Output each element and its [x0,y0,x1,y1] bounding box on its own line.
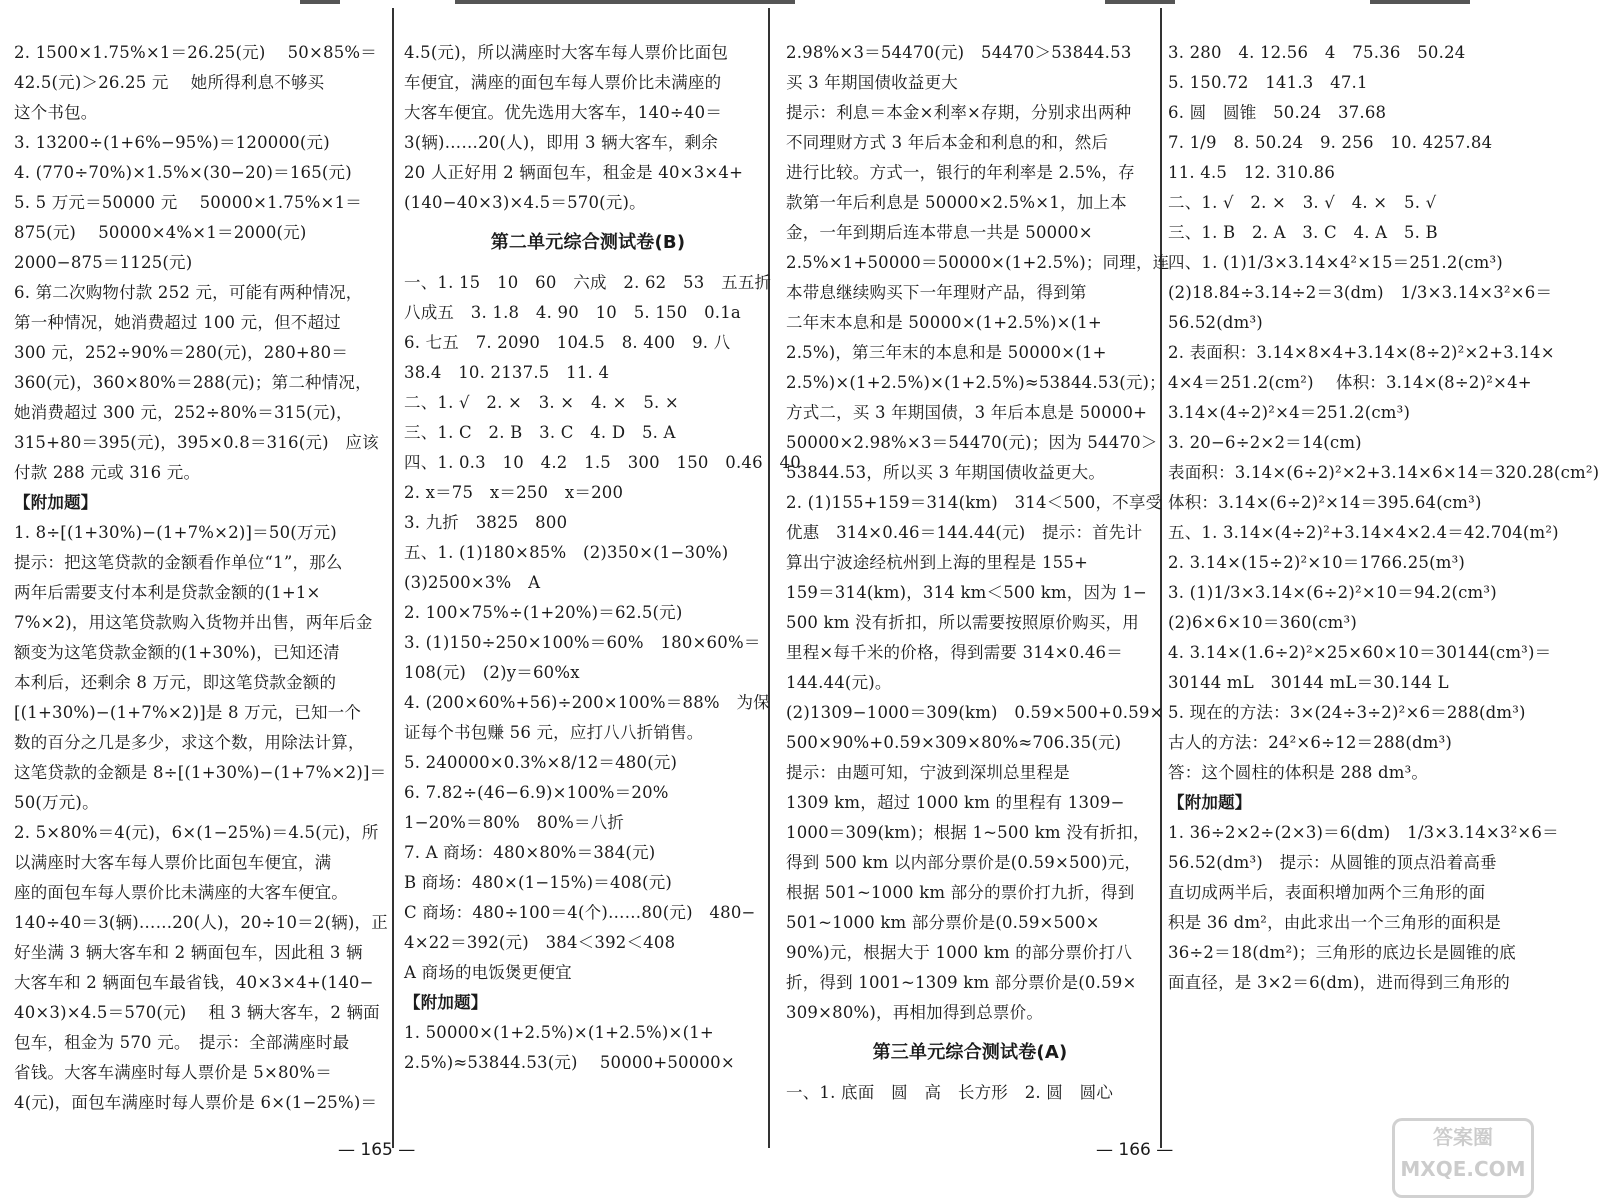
answer-line: 5. 150.72 141.3 47.1 [1168,73,1368,92]
answer-line: 提示：由题可知，宁波到深圳总里程是 [786,763,1070,782]
answer-line: 1309 km，超过 1000 km 的里程有 1309− [786,793,1125,812]
answer-line: 二、1. √ 2. × 3. √ 4. × 5. √ [1168,193,1437,212]
answer-line: 她消费超过 300 元，252÷80%＝315(元)， [14,403,353,422]
answer-line: 1−20%＝80% 80%＝八折 [404,813,625,832]
answer-line: 三、1. C 2. B 3. C 4. D 5. A [404,423,676,442]
answer-line: 3. 九折 3825 800 [404,513,568,532]
answer-line: 折，得到 1001~1309 km 部分票价是(0.59× [786,973,1137,992]
answer-line: 提示：利息＝本金×利率×存期，分别求出两种 [786,103,1132,122]
top-rule-right [1105,0,1175,4]
answer-line: 500×90%+0.59×309×80%≈706.35(元) [786,733,1122,752]
answer-line: 2.5%×1+50000＝50000×(1+2.5%)；同理，连 [786,253,1170,272]
answer-line: 方式二，买 3 年期国债，3 年后本息是 50000+ [786,403,1148,422]
answer-line: 省钱。大客车满座时每人票价是 5×80%＝ [14,1063,332,1082]
answer-line: 3. 20−6÷2×2＝14(cm) [1168,433,1362,452]
answer-line: 座的面包车每人票价比未满座的大客车便宜。 [14,883,348,902]
answer-line: 20 人正好用 2 辆面包车，租金是 40×3×4+ [404,163,744,182]
answer-line: 501~1000 km 部分票价是(0.59×500× [786,913,1100,932]
answer-line: 7. A 商场：480×80%＝384(元) [404,843,656,862]
page-number-right: — 166 — [1096,1140,1174,1160]
answer-line: 360(元)，360×80%＝288(元)；第二种情况， [14,373,372,392]
answer-line: 里程×每千米的价格，得到需要 314×0.46＝ [786,643,1123,662]
answer-line: 7%×2)，用这笔贷款购入货物并出售，两年后金 [14,613,373,632]
section-title-unit2-b: 第二单元综合测试卷(B) [490,232,686,253]
answer-line: 大客车和 2 辆面包车最省钱，40×3×4+(140− [14,973,374,992]
answer-line: 7. 1/9 8. 50.24 9. 256 10. 4257.84 [1168,133,1493,152]
answer-line: 1. 36÷2×2÷(2×3)＝6(dm) 1/3×3.14×3²×6＝ [1168,823,1559,842]
column-divider-1 [392,8,394,1148]
answer-line: 大客车便宜。优先选用大客车，140÷40＝ [404,103,723,122]
answer-line: 3. (1)150÷250×100%＝60% 180×60%＝ [404,633,761,652]
answer-line: 【附加题】 [404,993,488,1012]
answer-line: 140÷40＝3(辆)……20(人)，20÷10＝2(辆)，正 [14,913,388,932]
answer-line: 36÷2＝18(dm²)；三角形的底边长是圆锥的底 [1168,943,1517,962]
answer-line: 309×80%)，再相加得到总票价。 [786,1003,1044,1022]
answer-line: 4. (770÷70%)×1.5%×(30−20)＝165(元) [14,163,352,182]
answer-line: 5. 5 万元＝50000 元 50000×1.75%×1＝ [14,193,362,212]
answer-column-1 [14,38,388,1118]
answer-line: 额变为这笔贷款金额的(1+30%)，已知还清 [14,643,340,662]
watermark-text: 答案圈 [1433,1125,1493,1149]
answer-line: 6. 圆 圆锥 50.24 37.68 [1168,103,1387,122]
answer-line: 11. 4.5 12. 310.86 [1168,163,1336,182]
answer-line: 4×4＝251.2(cm²) 体积：3.14×(8÷2)²×4+ [1168,373,1532,392]
answer-line: 2.5%)×(1+2.5%)×(1+2.5%)≈53844.53(元)； [786,373,1166,392]
answer-line: 6. 第二次购物付款 252 元，可能有两种情况， [14,283,363,302]
answer-line: 500 km 没有折扣，所以需要按照原价购买，用 [786,613,1139,632]
answer-line: 付款 288 元或 316 元。 [14,463,201,482]
answer-line: 53844.53，所以买 3 年期国债收益更大。 [786,463,1106,482]
answer-line: 56.52(dm³) [1168,313,1263,332]
answer-line: 表面积：3.14×(6÷2)²×2+3.14×6×14＝320.28(cm²) [1168,463,1599,482]
answer-line: 二年末本息和是 50000×(1+2.5%)×(1+ [786,313,1102,332]
answer-line: 两年后需要支付本利是贷款金额的(1+1× [14,583,321,602]
page-number-left: — 165 — [338,1140,416,1160]
answer-line: 2. 5×80%＝4(元)，6×(1−25%)＝4.5(元)，所 [14,823,379,842]
answer-line: 以满座时大客车每人票价比面包车便宜，满 [14,853,332,872]
column-2-continued-text [404,38,772,218]
answer-line: 得到 500 km 以内部分票价是(0.59×500)元， [786,853,1142,872]
answer-line: 2. 1500×1.75%×1＝26.25(元) 50×85%＝ [14,43,377,62]
answer-line: 300 元，252÷90%＝280(元)，280+80＝ [14,343,349,362]
answer-line: 2.98%×3＝54470(元) 54470＞53844.53 [786,43,1132,62]
answer-line: 3. (1)1/3×3.14×(6÷2)²×10＝94.2(cm³) [1168,583,1497,602]
answer-line: 2000−875＝1125(元) [14,253,193,272]
answer-line: 3. 13200÷(1+6%−95%)＝120000(元) [14,133,330,152]
section-title-unit3-a: 第三单元综合测试卷(A) [872,1042,1068,1063]
answer-line: 进行比较。方式一，银行的年利率是 2.5%，存 [786,163,1135,182]
answer-line: 根据 501~1000 km 部分的票价打九折，得到 [786,883,1135,902]
answer-line: (2)1309−1000＝309(km) 0.59×500+0.59× [786,703,1164,722]
answer-line: 答：这个圆柱的体积是 288 dm³。 [1168,763,1429,782]
answer-line: 款第一年后利息是 50000×2.5%×1，加上本 [786,193,1127,212]
answer-line: 提示：把这笔贷款的金额看作单位“1”，那么 [14,553,343,572]
answer-line: 3.14×(4÷2)²×4＝251.2(cm³) [1168,403,1411,422]
answer-line: 【附加题】 [1168,793,1252,812]
answer-line: (2)6×6×10＝360(cm³) [1168,613,1357,632]
answer-line: 算出宁波途经杭州到上海的里程是 155+ [786,553,1089,572]
answer-line: 积是 36 dm²，由此求出一个三角形的面积是 [1168,913,1501,932]
answer-line: 1. 8÷[(1+30%)−(1+7%×2)]＝50(万元) [14,523,337,542]
answer-line: 4×22＝392(元) 384＜392＜408 [404,933,676,952]
answer-line: 这个书包。 [14,103,98,122]
answer-line: 面直径，是 3×2＝6(dm)，进而得到三角形的 [1168,973,1510,992]
answer-line: 一、1. 15 10 60 六成 2. 62 53 五五折 [404,273,772,292]
answer-line: 4.5(元)，所以满座时大客车每人票价比面包 [404,43,729,62]
answer-column-4 [1168,38,1599,998]
answer-column-3 [786,38,1170,1108]
answer-line: 5. 现在的方法：3×(24÷3÷2)²×6＝288(dm³) [1168,703,1526,722]
answer-line: 2. 表面积：3.14×8×4+3.14×(8÷2)²×2+3.14× [1168,343,1555,362]
answer-line: 315+80＝395(元)，395×0.8＝316(元) 应该 [14,433,379,452]
column-divider-3 [1160,8,1162,1148]
answer-line: (140−40×3)×4.5＝570(元)。 [404,193,646,212]
answer-line: 1000＝309(km)；根据 1~500 km 没有折扣， [786,823,1150,842]
answer-line: 30144 mL 30144 mL＝30.144 L [1168,673,1449,692]
answer-line: 四、1. (1)1/3×3.14×4²×15＝251.2(cm³) [1168,253,1503,272]
answer-line: 38.4 10. 2137.5 11. 4 [404,363,610,382]
top-rule-mid [455,0,795,4]
answer-line: [(1+30%)−(1+7%×2)]是 8 万元，已知一个 [14,703,362,722]
answer-line: 42.5(元)＞26.25 元 她所得利息不够买 [14,73,325,92]
answer-line: 6. 七五 7. 2090 104.5 8. 400 9. 八 [404,333,731,352]
answer-line: 2. (1)155+159＝314(km) 314＜500，不享受 [786,493,1163,512]
answer-line: 108(元) (2)y＝60%x [404,663,580,682]
answer-line: 五、1. 3.14×(4÷2)²+3.14×4×2.4＝42.704(m²) [1168,523,1559,542]
answer-line: 二、1. √ 2. × 3. × 4. × 5. × [404,393,679,412]
column-3-answers [786,1078,1154,1108]
answer-column-2 [404,38,801,1078]
answer-line: (3)2500×3% A [404,573,541,592]
answer-line: (2)18.84÷3.14÷2＝3(dm) 1/3×3.14×3²×6＝ [1168,283,1553,302]
watermark-logo [1392,1118,1534,1198]
answer-line: 一、1. 底面 圆 高 长方形 2. 圆 圆心 [786,1083,1114,1102]
answer-line: 4. 3.14×(1.6÷2)²×25×60×10＝30144(cm³)＝ [1168,643,1552,662]
answer-line: 5. 240000×0.3%×8/12＝480(元) [404,753,678,772]
answer-line: 买 3 年期国债收益更大 [786,73,958,92]
answer-line: B 商场：480×(1−15%)＝408(元) [404,873,673,892]
answer-line: 直切成两半后，表面积增加两个三角形的面 [1168,883,1486,902]
column-2-answers [404,268,801,1078]
answer-line: 144.44(元)。 [786,673,892,692]
answer-line: 4. (200×60%+56)÷200×100%＝88% 为保 [404,693,770,712]
answer-line: 4(元)，面包车满座时每人票价是 6×(1−25%)＝ [14,1093,378,1112]
answer-line: 2.5%)≈53844.53(元) 50000+50000× [404,1053,735,1072]
answer-line: 875(元) 50000×4%×1＝2000(元) [14,223,307,242]
answer-line: 40×3)×4.5＝570(元) 租 3 辆大客车，2 辆面 [14,1003,380,1022]
answer-line: 2.5%)，第三年末的本息和是 50000×(1+ [786,343,1107,362]
answer-line: 车便宜，满座的面包车每人票价比未满座的 [404,73,722,92]
answer-line: 2. 3.14×(15÷2)²×10＝1766.25(m³) [1168,553,1466,572]
answer-line: 这笔贷款的金额是 8÷[(1+30%)−(1+7%×2)]＝ [14,763,387,782]
answer-line: 五、1. (1)180×85% (2)350×(1−30%) [404,543,729,562]
answer-line: 本利后，还剩余 8 万元，即这笔贷款金额的 [14,673,337,692]
answer-line: 本带息继续购买下一年理财产品，得到第 [786,283,1087,302]
answer-line: 三、1. B 2. A 3. C 4. A 5. B [1168,223,1438,242]
answer-line: 1. 50000×(1+2.5%)×(1+2.5%)×(1+ [404,1023,714,1042]
answer-line: 3(辆)……20(人)，即用 3 辆大客车，剩余 [404,133,719,152]
answer-line: 【附加题】 [14,493,98,512]
answer-line: 2. 100×75%÷(1+20%)＝62.5(元) [404,603,683,622]
answer-line: 优惠 314×0.46＝144.44(元) 提示：首先计 [786,523,1143,542]
answer-line: 50(万元)。 [14,793,99,812]
answer-line: 不同理财方式 3 年后本金和利息的和，然后 [786,133,1109,152]
answer-line: 56.52(dm³) 提示：从圆锥的顶点沿着高垂 [1168,853,1497,872]
answer-line: 50000×2.98%×3＝54470(元)；因为 54470＞ [786,433,1158,452]
watermark-url: MXQE.COM [1400,1157,1526,1181]
answer-line: 6. 7.82÷(46−6.9)×100%＝20% [404,783,669,802]
answer-line: 包车，租金为 570 元。 提示：全部满座时最 [14,1033,350,1052]
answer-line: 金，一年到期后连本带息一共是 50000× [786,223,1093,242]
answer-line: 数的百分之几是多少，求这个数，用除法计算， [14,733,365,752]
top-rule-far-right [1370,0,1470,4]
column-3-continued-text [786,38,1170,1028]
answer-line: 古人的方法：24²×6÷12＝288(dm³) [1168,733,1453,752]
answer-line: A 商场的电饭煲更便宜 [404,963,572,982]
answer-line: 第一种情况，她消费超过 100 元，但不超过 [14,313,341,332]
answer-line: 159＝314(km)，314 km＜500 km，因为 1− [786,583,1148,602]
answer-line: 好坐满 3 辆大客车和 2 辆面包车，因此租 3 辆 [14,943,363,962]
top-rule-left [300,0,340,4]
answer-line: 证每个书包赚 56 元，应打八八折销售。 [404,723,704,742]
answer-line: 3. 280 4. 12.56 4 75.36 50.24 [1168,43,1466,62]
answer-line: 体积：3.14×(6÷2)²×14＝395.64(cm³) [1168,493,1482,512]
answer-line: 2. x＝75 x＝250 x＝200 [404,483,624,502]
answer-line: 90%)元，根据大于 1000 km 的部分票价打八 [786,943,1133,962]
answer-line: C 商场：480÷100＝4(个)……80(元) 480− [404,903,756,922]
answer-line: 四、1. 0.3 10 4.2 1.5 300 150 0.46 40 [404,453,801,472]
answer-line: 八成五 3. 1.8 4. 90 10 5. 150 0.1a [404,303,741,322]
